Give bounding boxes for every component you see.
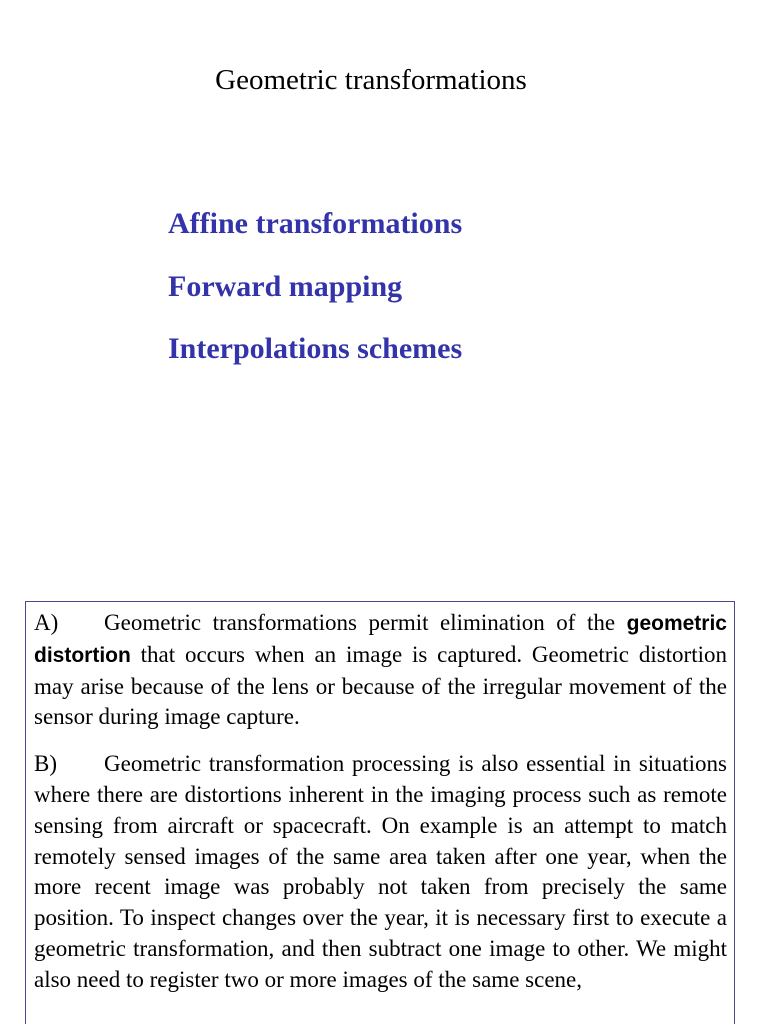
topic-item-affine: Affine transformations [168,207,463,240]
page-title: Geometric transformations [215,64,527,96]
paragraph-a-text-end: that occurs when an image is captured. Geometric distortion may arise because of the lens or because of the irregular movement of the sensor during image capture. [34,641,727,730]
paragraph-a [34,608,727,733]
topic-item-forward-mapping: Forward mapping [168,269,403,303]
topic-item-interpolation: Interpolations schemes [168,332,463,365]
paragraph-b-text: Geometric transformation processing is also essential in situations where there are distortions inherent in the imaging process such as remote sensing from aircraft or spacecraft. On example is an attempt to match remotely sensed images of the same area taken after one year, when the more recent image was probably not taken from precisely the same position. To inspect changes over the year, it is necessary first to execute a geometric transformation, and then subtract one image to other. We might also need to register two or more images of the same scene, [34,751,727,992]
topic-list [168,203,462,391]
paragraph-b [34,749,727,995]
paragraph-b-label: B) [34,751,57,777]
paragraph-a-bold-term: geometric distortion [34,612,727,667]
explanation-box [25,601,735,1024]
paragraph-a-text-start: Geometric transformations permit elimination of the [104,610,627,635]
paragraph-a-label: A) [34,610,59,635]
